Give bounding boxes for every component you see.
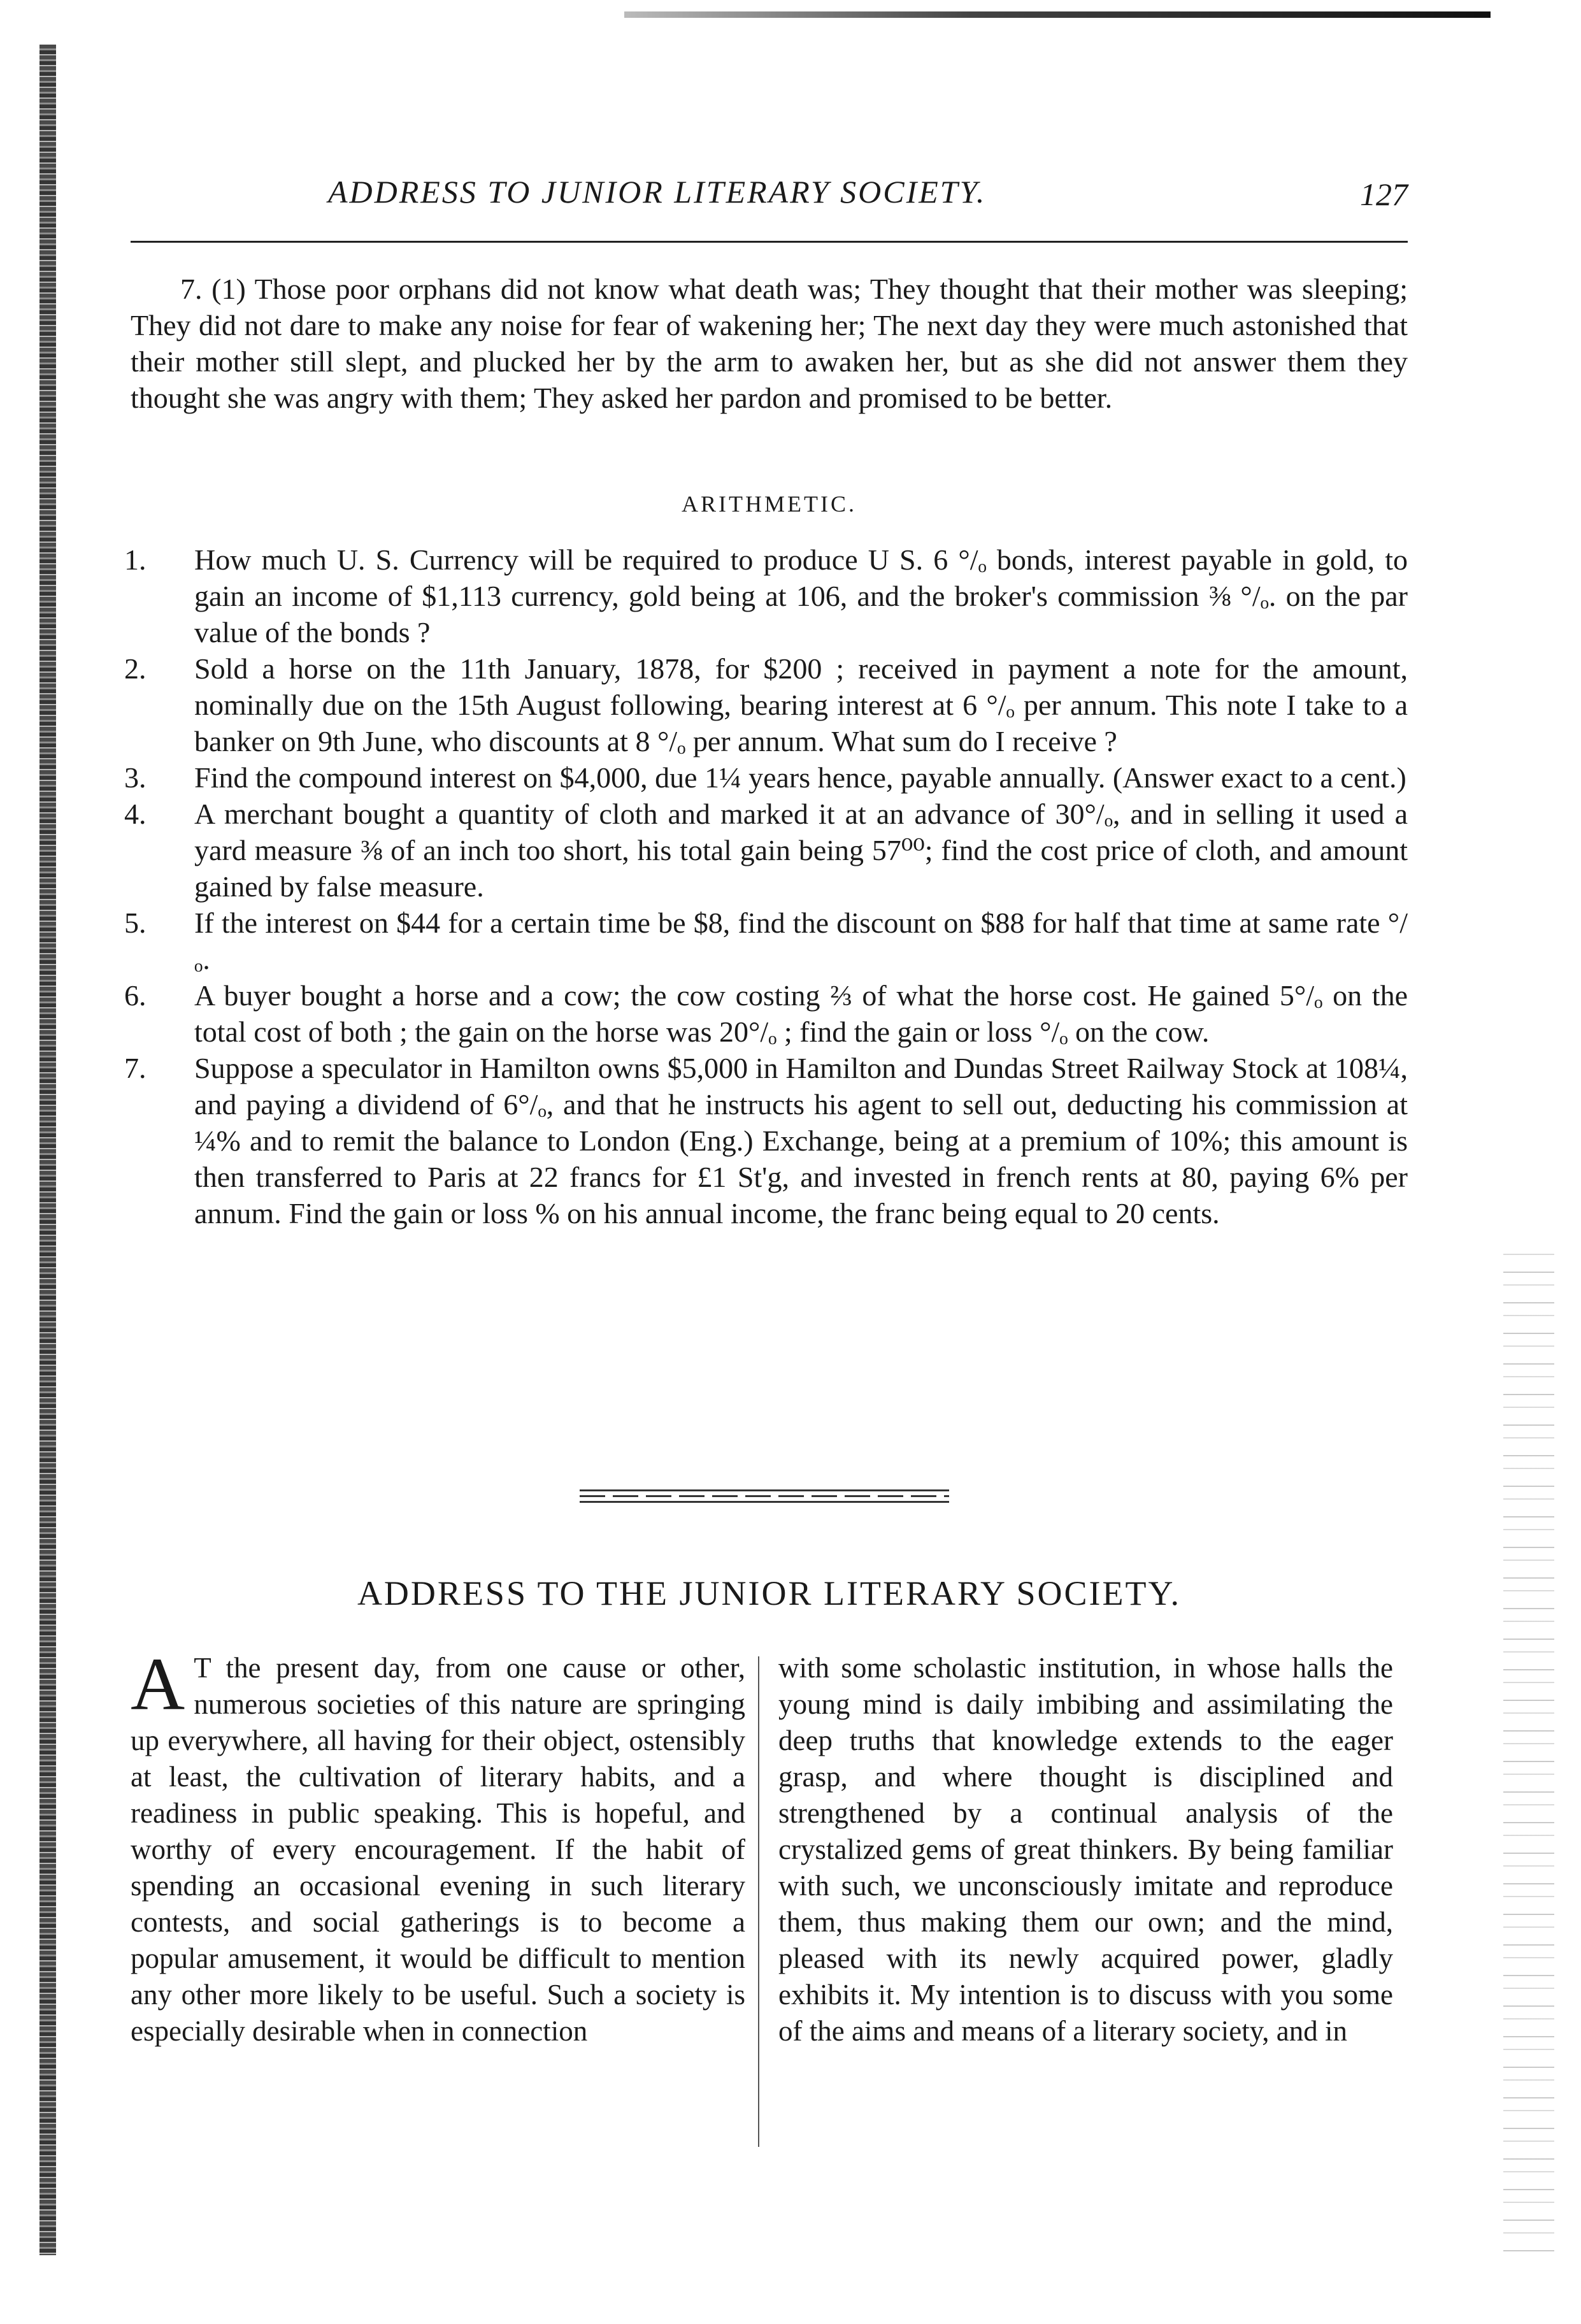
header-rule (131, 241, 1408, 243)
article-title: ADDRESS TO THE JUNIOR LITERARY SOCIETY. (357, 1574, 1182, 1612)
problem-item (124, 796, 1408, 905)
article-paragraph: with some scholastic institution, in whose halls the young mind is daily imbibing and assimilating the deep truths that knowledge extends to the eager grasp, and where thought is disciplined and strengthened by a continual analysis of the crystalized gems of great thinkers. By being familiar with such, we unconsciously imitate and reproduce them, thus making them our own; and the mind, pleased with its newly acquired power, gladly exhibits it. My intention is to discuss with you some of the aims and means of a literary society, and in (778, 1652, 1393, 2047)
section-divider-ornament (580, 1489, 949, 1505)
problem-item (124, 650, 1408, 759)
article-column-left (131, 1642, 745, 2049)
problem-number: 6. (124, 979, 147, 1012)
arithmetic-problem-list (124, 542, 1408, 1231)
problem-text: If the interest on $44 for a certain time be $8, find the discount on $88 for half that time at same rate °/ₒ. (194, 907, 1408, 975)
problem-item (124, 977, 1408, 1050)
problem-text: How much U. S. Currency will be required to produce U S. 6 °/ₒ bonds, interest payable in gold, to gain an income of $1,113 currency, gold being at 106, and the broker's commission ⅜ °/ₒ. on the par value of the bonds ? (194, 543, 1408, 649)
problem-number: 1. (124, 543, 147, 576)
problem-item (124, 542, 1408, 650)
article-column-right (778, 1650, 1393, 2049)
drop-cap: A (131, 1642, 185, 1726)
problem-item (124, 1050, 1408, 1231)
french-answer-paragraph: 7. (1) Those poor orphans did not know what death was; They thought that their mother was sleeping; They did not dare to make any noise for fear of wakening her; The next day they were much astonished that their mother still slept, and plucked her by the arm to awaken her, but as she did not answer them they thought she was angry with them; They asked her pardon and promised to be better. (131, 273, 1408, 414)
problem-text: Sold a horse on the 11th January, 1878, for $200 ; received in payment a note for the amount, nominally due on the 15th August following, bearing interest at 6 °/ₒ per annum. This note I take to a banker on 9th June, who discounts at 8 °/ₒ per annum. What sum do I receive ? (194, 652, 1408, 757)
french-answer-block (131, 271, 1408, 416)
ornament-rule (580, 1489, 949, 1491)
problem-number: 3. (124, 761, 147, 794)
ornament-rule-dashed (580, 1495, 949, 1497)
scan-binding-edge (39, 45, 56, 2255)
problem-text: A buyer bought a horse and a cow; the cow costing ⅔ of what the horse cost. He gained 5°/ₒ on the total cost of both ; the gain on the horse was 20°/ₒ ; find the gain or loss °/ₒ on the cow. (194, 979, 1408, 1048)
running-head-title: ADDRESS TO JUNIOR LITERARY SOCIETY. (328, 174, 987, 210)
ornament-rule (580, 1501, 949, 1503)
page-number: 127 (1360, 176, 1408, 212)
article-paragraph (131, 1642, 745, 2049)
problem-number: 2. (124, 652, 147, 685)
running-header (131, 173, 1408, 218)
problem-text: Suppose a speculator in Hamilton owns $5,000 in Hamilton and Dundas Street Railway Stock at 108¼, and paying a dividend of 6°/ₒ, and that he instructs his agent to sell out, deducting his commission at ¼% and to remit the balance to London (Eng.) Exchange, being at a premium of 10%; this amount is then transferred to Paris at 22 francs for £1 St'g, and invested in french rents at 80, paying 6% per annum. Find the gain or loss % on his annual income, the franc being equal to 20 cents. (194, 1052, 1408, 1230)
problem-number: 4. (124, 798, 147, 830)
problem-item (124, 759, 1408, 796)
column-divider (758, 1656, 759, 2147)
problem-number: 5. (124, 907, 147, 939)
left-column-text: T the present day, from one cause or other, numerous societies of this nature are springing up everywhere, all having for their object, ostensibly at least, the cultivation of literary habits, and a readiness in public speaking. This is hopeful, and worthy of every encouragement. If the habit of spending an occasional evening in such literary contests, and social gatherings is to become a popular amusement, it would be difficult to mention any other more likely to be useful. Such a society is especially desirable when in connection (131, 1652, 745, 2047)
scan-margin-speckle (1503, 1242, 1554, 2262)
arithmetic-heading: ARITHMETIC. (682, 491, 857, 517)
scan-top-rule (624, 11, 1491, 18)
problem-text: Find the compound interest on $4,000, due 1¼ years hence, payable annually. (Answer exact to a cent.) (194, 761, 1406, 794)
problem-text: A merchant bought a quantity of cloth and marked it at an advance of 30°/ₒ, and in selling it used a yard measure ⅜ of an inch too short, his total gain being 57⁰⁰; find the cost price of cloth, and amount gained by false measure. (194, 798, 1408, 903)
problem-item (124, 905, 1408, 977)
problem-number: 7. (124, 1052, 147, 1084)
